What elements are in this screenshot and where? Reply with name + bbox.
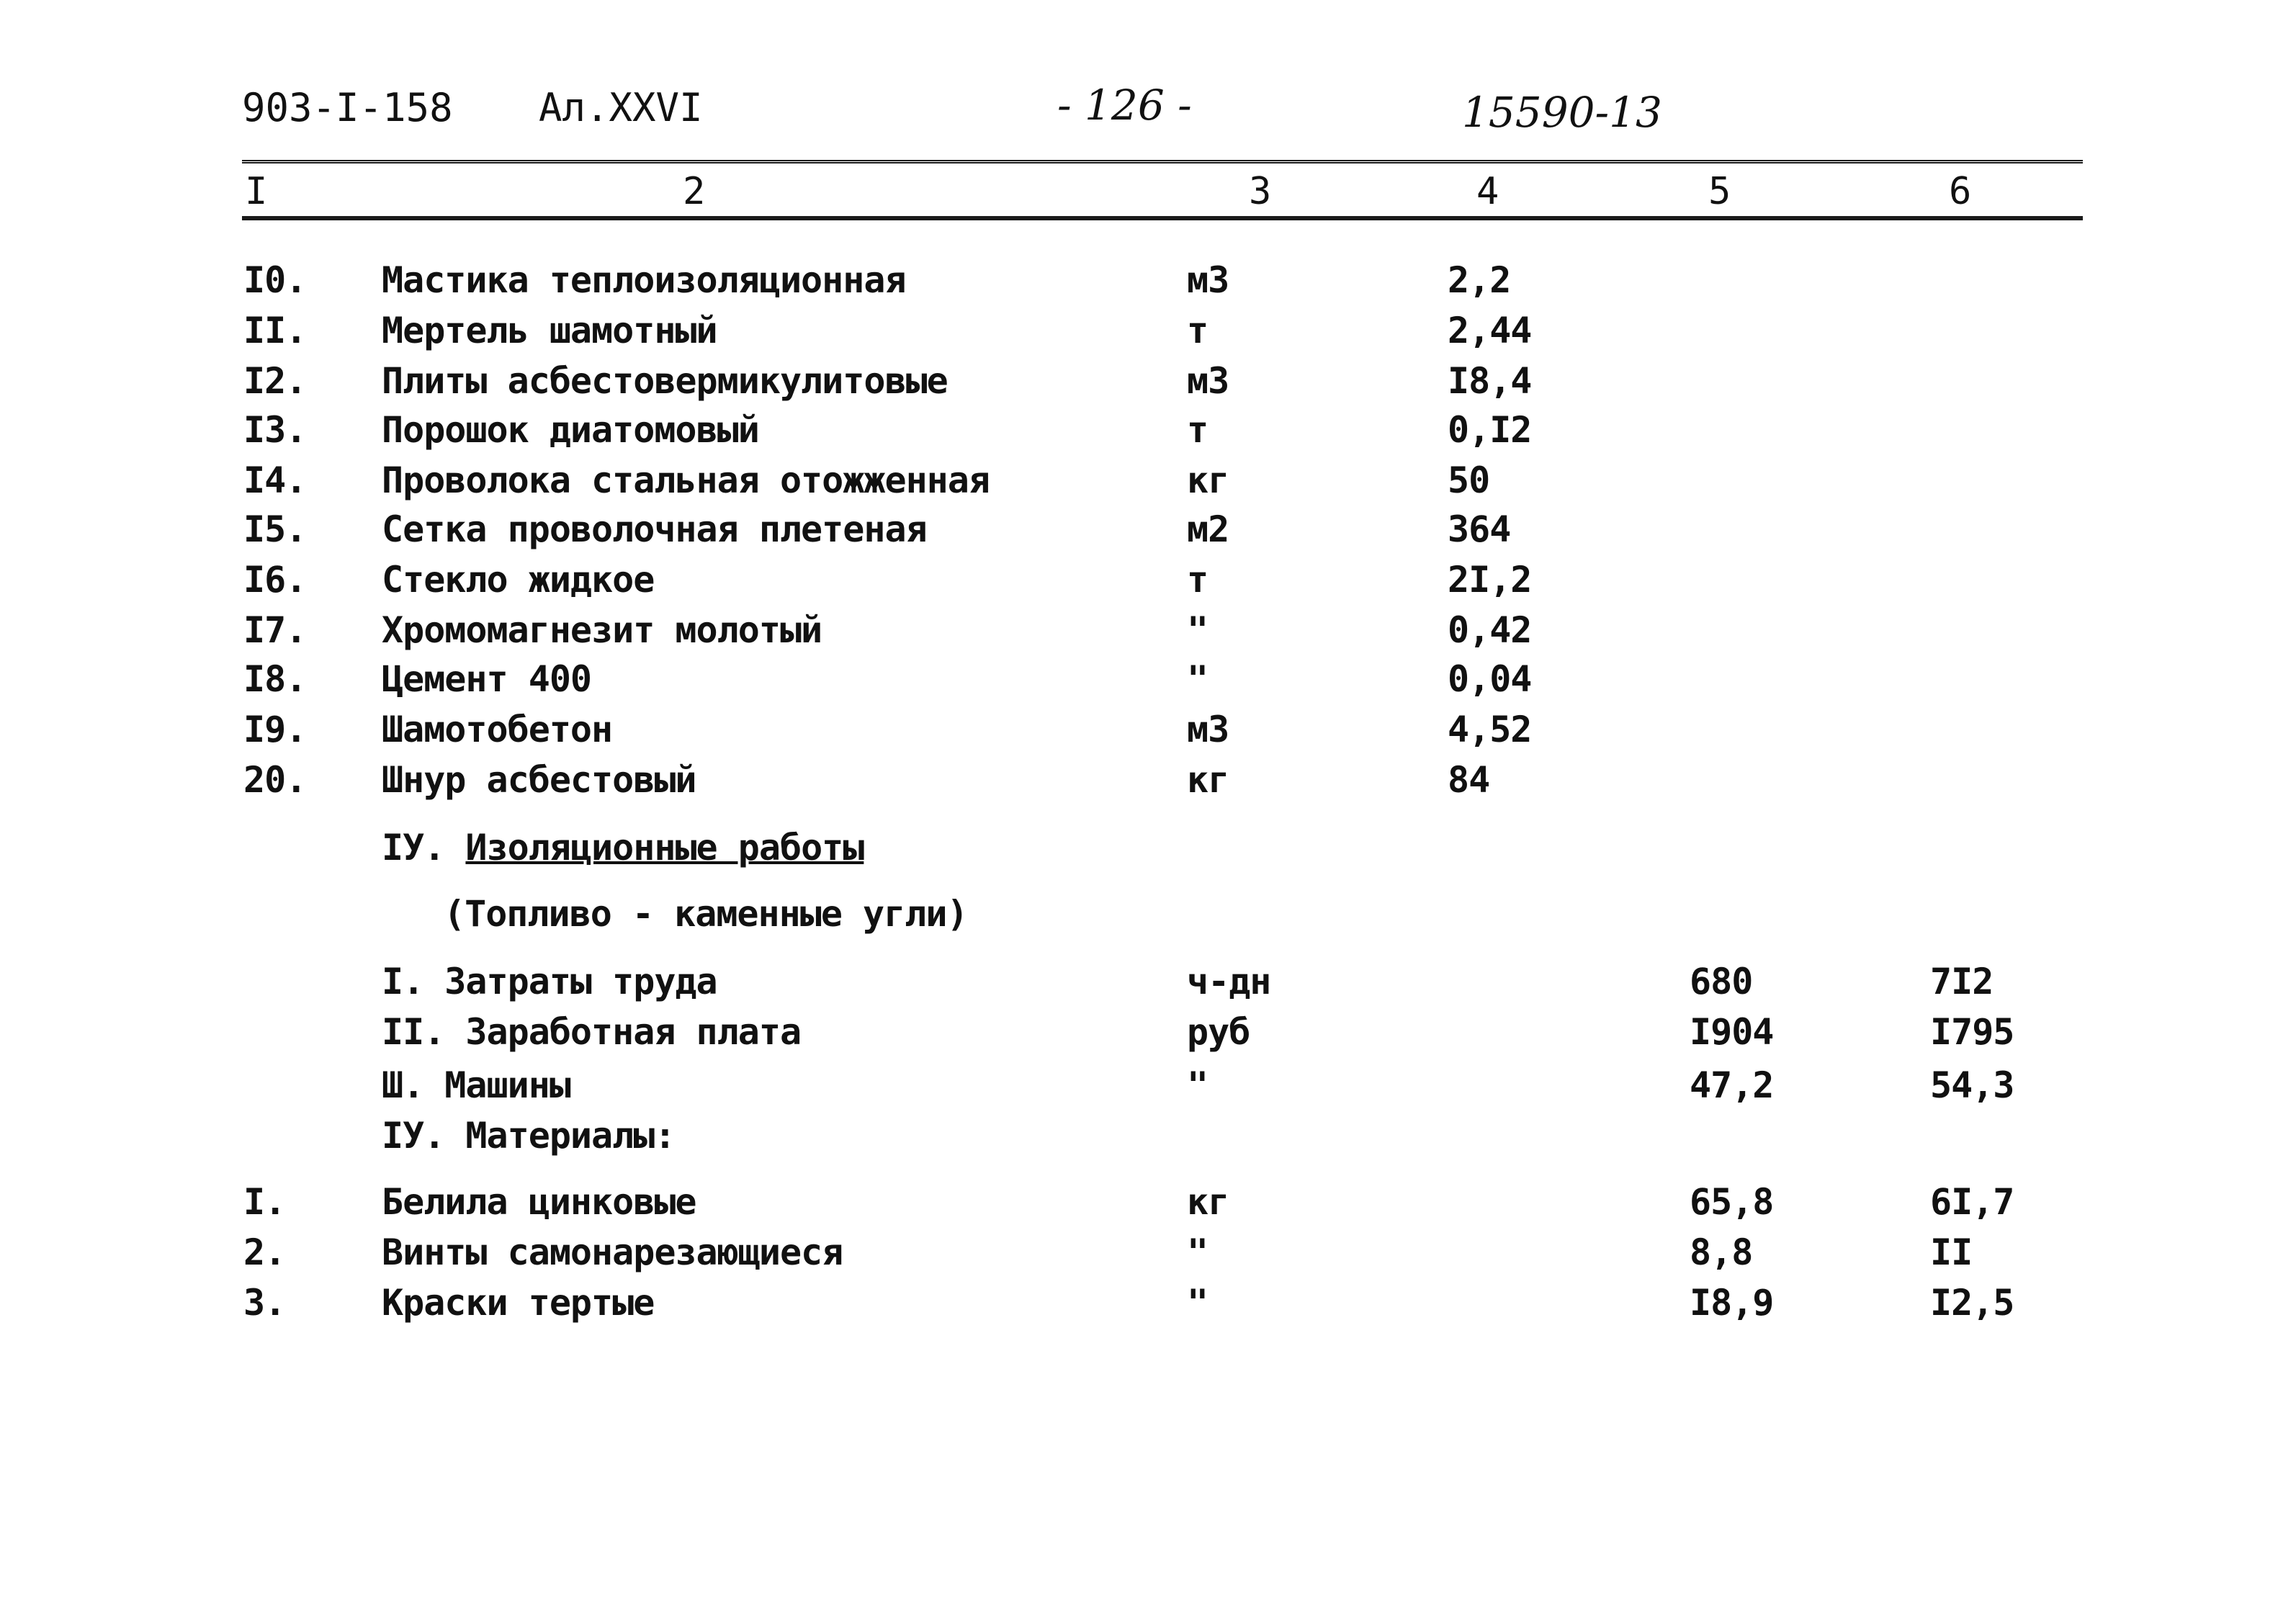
cost-name: II. Заработная плата <box>382 1011 802 1053</box>
column-number: 4 <box>1476 170 1499 213</box>
item-quantity: 2I,2 <box>1448 559 1532 601</box>
column-numbers <box>242 170 2083 216</box>
table-row <box>0 1181 2296 1230</box>
item-quantity: I8,4 <box>1448 360 1532 402</box>
section-heading <box>382 827 864 868</box>
cost-name: IУ. Материалы: <box>382 1115 676 1157</box>
section-number: IУ. <box>382 827 445 868</box>
table-row <box>0 961 2296 1010</box>
section-title: Изоляционные работы <box>465 827 864 868</box>
table-row <box>0 360 2296 409</box>
cost-name: Ш. Машины <box>382 1064 570 1106</box>
item-unit: м2 <box>1187 508 1229 550</box>
item-number: I. <box>243 1181 286 1223</box>
table-row <box>0 1115 2296 1164</box>
item-unit: т <box>1187 559 1208 601</box>
table-row <box>0 259 2296 308</box>
item-name: Плиты асбестовермикулитовые <box>382 360 948 402</box>
item-number: I3. <box>243 409 307 451</box>
item-name: Белила цинковые <box>382 1181 696 1223</box>
item-quantity: 4,52 <box>1448 709 1532 750</box>
item-name: Краски тертые <box>382 1282 655 1324</box>
item-number: I7. <box>243 609 307 651</box>
item-name: Винты самонарезающиеся <box>382 1231 843 1273</box>
table-top-rule <box>242 160 2083 163</box>
item-quantity: 364 <box>1448 508 1511 550</box>
item-name: Порошок диатомовый <box>382 409 759 451</box>
archive-number: 15590-13 <box>1462 88 1662 137</box>
cost-col5: I904 <box>1690 1011 1774 1053</box>
cost-unit: " <box>1187 1064 1208 1106</box>
item-name: Мертель шамотный <box>382 310 717 351</box>
item-unit: м3 <box>1187 709 1229 750</box>
item-number: I5. <box>243 508 307 550</box>
item-number: 2. <box>243 1231 286 1273</box>
table-row <box>0 508 2296 557</box>
column-number: 6 <box>1949 170 1972 213</box>
item-number: I9. <box>243 709 307 750</box>
table-row <box>0 609 2296 658</box>
item-quantity: 2,2 <box>1448 259 1511 301</box>
item-number: I0. <box>243 259 307 301</box>
item-name: Шамотобетон <box>382 709 613 750</box>
item-name: Сетка проволочная плетеная <box>382 508 927 550</box>
item-quantity: 84 <box>1448 759 1490 801</box>
item-name: Цемент 400 <box>382 658 592 700</box>
table-row <box>0 310 2296 359</box>
table-row <box>0 1282 2296 1331</box>
item-col5: I8,9 <box>1690 1282 1774 1324</box>
page-number: - 126 - <box>1057 81 1192 130</box>
cost-col5: 680 <box>1690 961 1753 1002</box>
table-row <box>0 759 2296 808</box>
table-row <box>0 1011 2296 1060</box>
cost-name: I. Затраты труда <box>382 961 717 1002</box>
item-name: Стекло жидкое <box>382 559 655 601</box>
item-col5: 65,8 <box>1690 1181 1774 1223</box>
doc-code: 903-I-158 <box>242 85 453 130</box>
column-number: 3 <box>1249 170 1272 213</box>
section-subtitle: (Топливо - каменные угли) <box>444 893 968 935</box>
table-row <box>0 459 2296 508</box>
item-number: 3. <box>243 1282 286 1324</box>
item-col6: I2,5 <box>1930 1282 2014 1324</box>
column-number: 2 <box>683 170 706 213</box>
item-quantity: 0,42 <box>1448 609 1532 651</box>
table-row <box>0 658 2296 707</box>
item-unit: кг <box>1187 1181 1229 1223</box>
cost-col6: 54,3 <box>1930 1064 2014 1106</box>
item-unit: " <box>1187 609 1208 651</box>
item-name: Шнур асбестовый <box>382 759 696 801</box>
item-number: I2. <box>243 360 307 402</box>
item-unit: т <box>1187 310 1208 351</box>
item-name: Хромомагнезит молотый <box>382 609 822 651</box>
table-row <box>0 1064 2296 1113</box>
item-unit: " <box>1187 1231 1208 1273</box>
item-unit: кг <box>1187 759 1229 801</box>
table-row <box>0 409 2296 458</box>
item-quantity: 2,44 <box>1448 310 1532 351</box>
item-unit: м3 <box>1187 360 1229 402</box>
item-name: Мастика теплоизоляционная <box>382 259 906 301</box>
item-name: Проволока стальная отожженная <box>382 459 990 501</box>
item-unit: м3 <box>1187 259 1229 301</box>
item-unit: " <box>1187 1282 1208 1324</box>
item-col6: II <box>1930 1231 1973 1273</box>
table-row <box>0 709 2296 758</box>
item-unit: " <box>1187 658 1208 700</box>
cost-unit: ч-дн <box>1187 961 1271 1002</box>
item-unit: кг <box>1187 459 1229 501</box>
item-col6: 6I,7 <box>1930 1181 2014 1223</box>
cost-col6: 7I2 <box>1930 961 1994 1002</box>
table-row <box>0 1231 2296 1280</box>
album-number: Ал.XXVI <box>539 85 703 130</box>
item-quantity: 0,I2 <box>1448 409 1532 451</box>
item-number: 20. <box>243 759 307 801</box>
table-row <box>0 559 2296 608</box>
item-number: II. <box>243 310 307 351</box>
column-number: 5 <box>1708 170 1731 213</box>
cost-col6: I795 <box>1930 1011 2014 1053</box>
item-number: I8. <box>243 658 307 700</box>
item-number: I4. <box>243 459 307 501</box>
item-number: I6. <box>243 559 307 601</box>
item-quantity: 0,04 <box>1448 658 1532 700</box>
table-header-rule <box>242 216 2083 220</box>
cost-unit: руб <box>1187 1011 1250 1053</box>
item-quantity: 50 <box>1448 459 1490 501</box>
item-col5: 8,8 <box>1690 1231 1753 1273</box>
item-unit: т <box>1187 409 1208 451</box>
cost-col5: 47,2 <box>1690 1064 1774 1106</box>
column-number: I <box>245 170 268 213</box>
